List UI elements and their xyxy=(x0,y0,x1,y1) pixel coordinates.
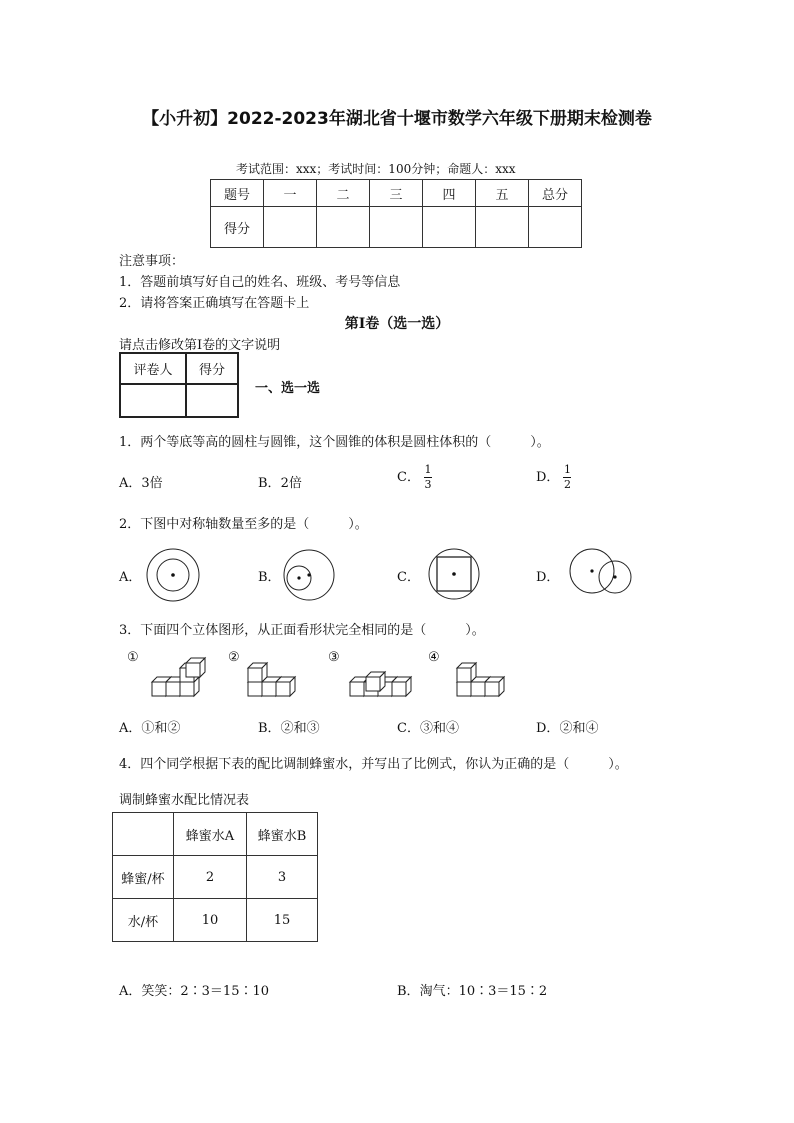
option-label: B． xyxy=(258,476,281,491)
page-title: 【小升初】2022-2023年湖北省十堰市数学六年级下册期末检测卷 xyxy=(142,109,652,129)
q3-option-c[interactable] xyxy=(397,717,459,736)
note-item: 2．请将答案正确填写在答题卡上 xyxy=(119,296,310,311)
score-row-label: 得分 xyxy=(211,207,264,248)
honey-row-label: 蜂蜜/杯 xyxy=(113,856,174,899)
score-header-cell: 二 xyxy=(317,180,370,207)
q2-option-a[interactable]: A． xyxy=(119,570,142,585)
part-title: 一、选一选 xyxy=(255,381,321,396)
question-4: 4．四个同学根据下表的配比调制蜂蜜水，并写出了比例式，你认为正确的是（ ）。 xyxy=(119,757,628,772)
notes-heading: 注意事项： xyxy=(119,254,185,269)
q3-option-b[interactable] xyxy=(258,717,320,736)
honey-cell: 2 xyxy=(174,856,247,899)
q2-option-c[interactable]: C． xyxy=(397,570,420,585)
fraction-numerator: 1 xyxy=(563,463,571,476)
score-header-cell: 五 xyxy=(476,180,529,207)
cube xyxy=(276,677,295,696)
option-text: 淘气：10∶3＝15∶2 xyxy=(419,984,548,999)
option-label: D． xyxy=(536,721,560,736)
figure-label: ② xyxy=(228,650,240,665)
question-2: 2．下图中对称轴数量至多的是（ ）。 xyxy=(119,517,368,532)
figure-label: ④ xyxy=(428,650,440,665)
cube xyxy=(392,677,411,696)
honey-table xyxy=(112,812,318,942)
honey-cell: 15 xyxy=(247,899,318,942)
q2-option-b[interactable]: B． xyxy=(258,570,281,585)
option-text: 笑笑：2∶3＝15∶10 xyxy=(141,984,270,999)
option-label: C． xyxy=(397,721,420,736)
score-header-cell: 四 xyxy=(423,180,476,207)
score-header-cell: 三 xyxy=(370,180,423,207)
option-label: B． xyxy=(397,984,420,999)
option-label: A． xyxy=(119,721,142,736)
q4-option-b[interactable] xyxy=(397,980,547,999)
option-label: B． xyxy=(258,721,281,736)
option-label: A． xyxy=(119,984,142,999)
fraction-denominator: 3 xyxy=(424,478,432,491)
section-instruction[interactable]: 请点击修改第I卷的文字说明 xyxy=(119,338,281,353)
question-1: 1．两个等底等高的圆柱与圆锥，这个圆锥的体积是圆柱体积的（ ）。 xyxy=(119,435,550,450)
q2-option-d[interactable]: D． xyxy=(536,570,560,585)
option-text: ③和④ xyxy=(419,721,459,736)
cube xyxy=(485,677,504,696)
fraction-numerator: 1 xyxy=(424,463,432,476)
cube xyxy=(366,672,385,691)
score-header-cell: 题号 xyxy=(211,180,264,207)
cube xyxy=(186,658,205,677)
q3-option-d[interactable] xyxy=(536,717,598,736)
option-text: ②和③ xyxy=(280,721,320,736)
q4-option-a[interactable] xyxy=(119,980,269,999)
honey-cell: 10 xyxy=(174,899,247,942)
option-text: ①和② xyxy=(141,721,181,736)
honey-cell: 3 xyxy=(247,856,318,899)
option-text: 3倍 xyxy=(141,476,163,491)
figure-label: ③ xyxy=(328,650,340,665)
honey-table-corner xyxy=(113,813,174,856)
honey-table-header: 蜂蜜水A xyxy=(174,813,247,856)
note-item: 1．答题前填写好自己的姓名、班级、考号等信息 xyxy=(119,275,401,290)
option-text: 2倍 xyxy=(280,476,302,491)
grader-header: 得分 xyxy=(186,353,238,384)
exam-info: 考试范围：xxx；考试时间：100分钟；命题人：xxx xyxy=(236,162,516,176)
option-label: D． xyxy=(536,470,560,485)
table-caption: 调制蜂蜜水配比情况表 xyxy=(119,793,250,808)
figure-label: ① xyxy=(127,650,139,665)
fraction-denominator: 2 xyxy=(563,478,571,491)
score-header-cell: 一 xyxy=(264,180,317,207)
option-text: ②和④ xyxy=(559,721,599,736)
question-3: 3．下面四个立体图形，从正面看形状完全相同的是（ ）。 xyxy=(119,623,485,638)
option-label: C． xyxy=(397,470,420,485)
section-title: 第I卷（选一选） xyxy=(344,316,450,332)
grader-header: 评卷人 xyxy=(120,353,186,384)
honey-table-header: 蜂蜜水B xyxy=(247,813,318,856)
score-header-cell: 总分 xyxy=(529,180,582,207)
option-label: A． xyxy=(119,476,142,491)
honey-row-label: 水/杯 xyxy=(113,899,174,942)
q3-option-a[interactable] xyxy=(119,717,180,736)
